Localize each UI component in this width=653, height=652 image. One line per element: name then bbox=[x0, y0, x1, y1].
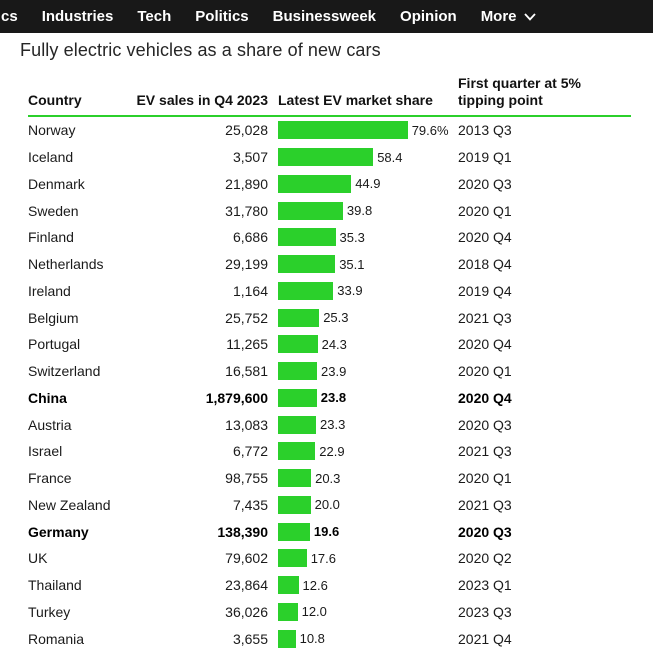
market-share-bar bbox=[278, 630, 296, 648]
market-share-bar bbox=[278, 469, 311, 487]
table-row bbox=[28, 545, 653, 572]
row-country: France bbox=[28, 470, 72, 487]
row-tipping-point: 2021 Q3 bbox=[458, 496, 512, 513]
table-row bbox=[28, 438, 653, 465]
market-share-value: 23.9 bbox=[321, 363, 347, 379]
table-row bbox=[28, 278, 653, 305]
row-country: Austria bbox=[28, 416, 72, 433]
table-body bbox=[28, 117, 653, 652]
row-tipping-point: 2020 Q3 bbox=[458, 523, 512, 540]
market-share-value: 20.3 bbox=[315, 470, 341, 486]
row-ev-sales: 25,752 bbox=[225, 309, 268, 326]
table-row bbox=[28, 599, 653, 626]
row-tipping-point: 2020 Q1 bbox=[458, 470, 512, 487]
nav-item-industries[interactable]: Industries bbox=[41, 8, 114, 25]
table-row bbox=[28, 197, 653, 224]
table-row bbox=[28, 144, 653, 171]
row-share-bar-cell bbox=[268, 549, 458, 567]
market-share-value: 20.0 bbox=[314, 497, 340, 513]
row-share-bar-cell bbox=[268, 148, 458, 166]
table-row bbox=[28, 385, 653, 412]
market-share-bar bbox=[278, 416, 316, 434]
row-country: Germany bbox=[28, 523, 89, 540]
row-ev-sales: 29,199 bbox=[225, 256, 268, 273]
table-row bbox=[28, 304, 653, 331]
row-tipping-point: 2021 Q3 bbox=[458, 309, 512, 326]
row-ev-sales: 16,581 bbox=[225, 363, 268, 380]
table-row bbox=[28, 224, 653, 251]
row-tipping-point: 2020 Q4 bbox=[458, 336, 512, 353]
ev-share-table bbox=[0, 72, 653, 652]
market-share-bar bbox=[278, 175, 351, 193]
row-tipping-point: 2023 Q3 bbox=[458, 603, 512, 620]
table-row bbox=[28, 331, 653, 358]
row-share-bar-cell bbox=[268, 175, 458, 193]
row-country: Denmark bbox=[28, 175, 85, 192]
row-country: Romania bbox=[28, 630, 85, 647]
market-share-value: 33.9 bbox=[337, 283, 363, 299]
market-share-bar bbox=[278, 523, 310, 541]
nav-item-tech[interactable]: Tech bbox=[137, 8, 172, 25]
nav-more-label: More bbox=[480, 8, 517, 25]
top-nav bbox=[0, 0, 653, 33]
row-ev-sales: 3,655 bbox=[232, 630, 268, 647]
row-ev-sales: 138,390 bbox=[217, 523, 268, 540]
row-share-bar-cell bbox=[268, 496, 458, 514]
market-share-value: 58.4 bbox=[377, 149, 403, 165]
row-country: Belgium bbox=[28, 309, 79, 326]
row-ev-sales: 23,864 bbox=[225, 577, 268, 594]
market-share-value: 23.8 bbox=[320, 390, 347, 406]
nav-item-businessweek[interactable]: Businessweek bbox=[272, 8, 377, 25]
nav-item-more[interactable] bbox=[481, 8, 536, 25]
table-row bbox=[28, 465, 653, 492]
row-ev-sales: 98,755 bbox=[225, 470, 268, 487]
table-row bbox=[28, 117, 653, 144]
market-share-value: 35.3 bbox=[339, 229, 365, 245]
row-country: Finland bbox=[28, 229, 74, 246]
row-share-bar-cell bbox=[268, 309, 458, 327]
row-ev-sales: 31,780 bbox=[225, 202, 268, 219]
row-share-bar-cell bbox=[268, 630, 458, 648]
market-share-value: 10.8 bbox=[299, 631, 325, 647]
row-share-bar-cell bbox=[268, 603, 458, 621]
row-country: Iceland bbox=[28, 149, 74, 166]
row-tipping-point: 2020 Q3 bbox=[458, 175, 512, 192]
row-share-bar-cell bbox=[268, 416, 458, 434]
row-share-bar-cell bbox=[268, 255, 458, 273]
market-share-bar bbox=[278, 148, 373, 166]
market-share-bar bbox=[278, 362, 317, 380]
row-ev-sales: 6,686 bbox=[232, 229, 268, 246]
row-tipping-point: 2021 Q4 bbox=[458, 630, 512, 647]
market-share-value: 35.1 bbox=[339, 256, 365, 272]
row-country: New Zealand bbox=[28, 496, 111, 513]
market-share-value: 22.9 bbox=[319, 443, 345, 459]
row-ev-sales: 3,507 bbox=[232, 149, 268, 166]
market-share-value: 19.6 bbox=[313, 524, 340, 540]
row-ev-sales: 1,879,600 bbox=[205, 389, 268, 406]
market-share-bar bbox=[278, 496, 311, 514]
nav-item-opinion[interactable]: Opinion bbox=[400, 8, 457, 25]
row-tipping-point: 2023 Q1 bbox=[458, 577, 512, 594]
row-tipping-point: 2021 Q3 bbox=[458, 443, 512, 460]
market-share-bar bbox=[278, 389, 317, 407]
header-market-share: Latest EV market share bbox=[278, 92, 433, 108]
table-row bbox=[28, 171, 653, 198]
row-country: Israel bbox=[28, 443, 63, 460]
row-country: Thailand bbox=[28, 577, 82, 594]
table-header-row bbox=[28, 72, 653, 115]
market-share-value: 25.3 bbox=[323, 310, 349, 326]
table-row bbox=[28, 572, 653, 599]
row-country: China bbox=[28, 389, 67, 406]
market-share-bar bbox=[278, 335, 318, 353]
row-ev-sales: 7,435 bbox=[232, 496, 268, 513]
market-share-value: 39.8 bbox=[346, 203, 373, 219]
nav-item-cs[interactable]: cs bbox=[1, 8, 18, 25]
row-country: Turkey bbox=[28, 603, 71, 620]
row-tipping-point: 2020 Q4 bbox=[458, 229, 512, 246]
header-tipping-point: First quarter at 5% tipping point bbox=[458, 75, 581, 108]
row-share-bar-cell bbox=[268, 282, 458, 300]
row-country: UK bbox=[28, 550, 48, 567]
table-row bbox=[28, 251, 653, 278]
row-ev-sales: 11,265 bbox=[226, 336, 268, 353]
row-share-bar-cell bbox=[268, 121, 458, 139]
market-share-value: 12.6 bbox=[302, 577, 328, 593]
row-share-bar-cell bbox=[268, 576, 458, 594]
market-share-value: 79.6% bbox=[411, 122, 449, 138]
row-ev-sales: 36,026 bbox=[225, 603, 268, 620]
row-tipping-point: 2020 Q2 bbox=[458, 550, 512, 567]
market-share-bar bbox=[278, 282, 333, 300]
table-row bbox=[28, 411, 653, 438]
row-tipping-point: 2013 Q3 bbox=[458, 122, 512, 139]
header-ev-sales: EV sales in Q4 2023 bbox=[136, 92, 268, 108]
market-share-bar bbox=[278, 576, 299, 594]
row-share-bar-cell bbox=[268, 228, 458, 246]
row-share-bar-cell bbox=[268, 362, 458, 380]
row-share-bar-cell bbox=[268, 523, 458, 541]
table-row bbox=[28, 518, 653, 545]
row-ev-sales: 25,028 bbox=[225, 122, 268, 139]
market-share-value: 44.9 bbox=[355, 176, 381, 192]
table-row bbox=[28, 358, 653, 385]
row-country: Norway bbox=[28, 122, 76, 139]
market-share-bar bbox=[278, 121, 408, 139]
row-country: Netherlands bbox=[28, 256, 104, 273]
row-tipping-point: 2018 Q4 bbox=[458, 256, 512, 273]
market-share-value: 12.0 bbox=[301, 604, 327, 620]
row-share-bar-cell bbox=[268, 442, 458, 460]
table-row bbox=[28, 625, 653, 652]
chevron-down-icon bbox=[524, 13, 536, 21]
market-share-bar bbox=[278, 255, 335, 273]
row-share-bar-cell bbox=[268, 389, 458, 407]
row-ev-sales: 79,602 bbox=[225, 550, 268, 567]
page-title: Fully electric vehicles as a share of new cars bbox=[20, 40, 381, 60]
market-share-bar bbox=[278, 228, 336, 246]
market-share-value: 23.3 bbox=[320, 417, 346, 433]
row-share-bar-cell bbox=[268, 469, 458, 487]
nav-item-politics[interactable]: Politics bbox=[195, 8, 249, 25]
row-country: Switzerland bbox=[28, 363, 101, 380]
table-row bbox=[28, 492, 653, 519]
row-tipping-point: 2020 Q1 bbox=[458, 363, 512, 380]
row-tipping-point: 2019 Q4 bbox=[458, 282, 512, 299]
row-tipping-point: 2019 Q1 bbox=[458, 149, 512, 166]
header-country: Country bbox=[28, 92, 82, 108]
market-share-bar bbox=[278, 309, 319, 327]
row-tipping-point: 2020 Q1 bbox=[458, 202, 512, 219]
row-country: Portugal bbox=[28, 336, 81, 353]
market-share-value: 17.6 bbox=[310, 550, 336, 566]
market-share-value: 24.3 bbox=[321, 336, 347, 352]
row-ev-sales: 6,772 bbox=[232, 443, 268, 460]
row-ev-sales: 1,164 bbox=[232, 282, 268, 299]
row-ev-sales: 13,083 bbox=[225, 416, 268, 433]
row-country: Ireland bbox=[28, 282, 71, 299]
row-tipping-point: 2020 Q3 bbox=[458, 416, 512, 433]
market-share-bar bbox=[278, 442, 315, 460]
row-share-bar-cell bbox=[268, 335, 458, 353]
market-share-bar bbox=[278, 202, 343, 220]
market-share-bar bbox=[278, 603, 298, 621]
row-country: Sweden bbox=[28, 202, 79, 219]
market-share-bar bbox=[278, 549, 307, 567]
row-tipping-point: 2020 Q4 bbox=[458, 389, 512, 406]
row-ev-sales: 21,890 bbox=[225, 175, 268, 192]
row-share-bar-cell bbox=[268, 202, 458, 220]
